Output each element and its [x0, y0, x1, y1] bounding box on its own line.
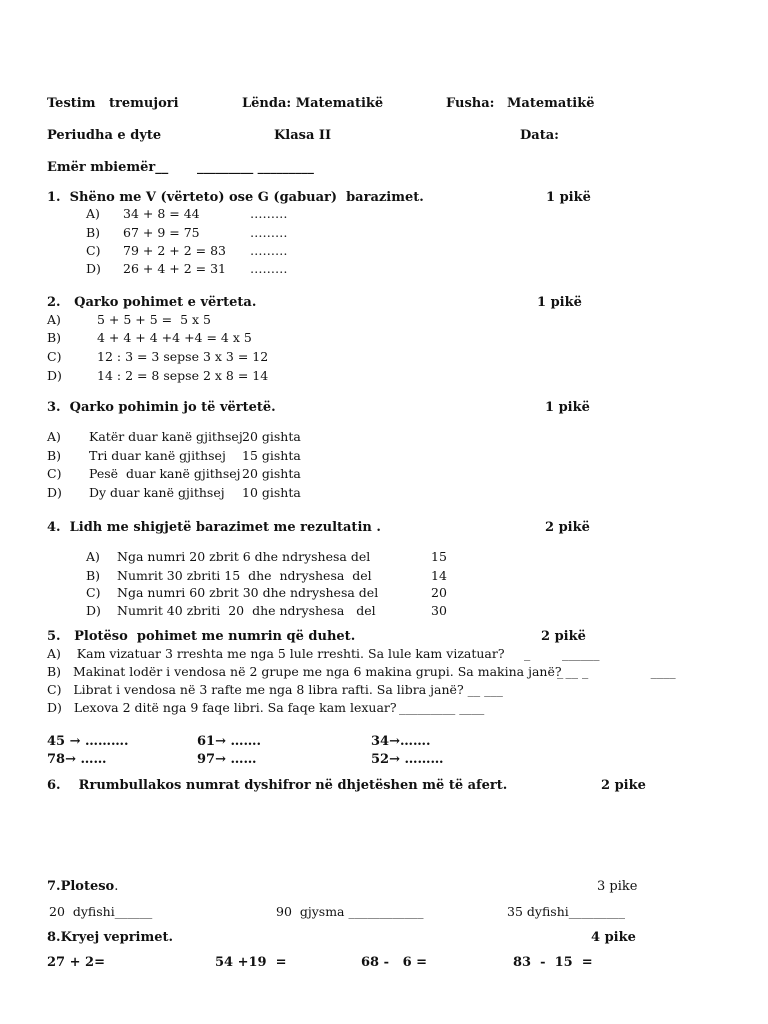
- q3-value: 20 gishta: [242, 466, 301, 481]
- q1-blank: ………: [250, 206, 288, 221]
- q5-item: C) Librat i vendosa në 3 rafte me nga 8 libra rafti. Sa libra janë? __ ___: [47, 682, 503, 697]
- q8-item: 54 +19 =: [215, 955, 287, 970]
- q1-letter: D): [86, 261, 101, 276]
- q5-item: A) Kam vizatuar 3 rreshta me nga 5 lule rreshti. Sa lule kam vizatuar?: [47, 646, 505, 661]
- q7-points: 3 pike: [597, 879, 638, 894]
- q3-value: 20 gishta: [242, 429, 301, 444]
- q3-letter: B): [47, 448, 62, 463]
- q3-item: Tri duar kanë gjithsej: [89, 448, 226, 463]
- name-line: _________ _________: [197, 159, 314, 174]
- q1-item: 79 + 2 + 2 = 83: [123, 243, 226, 258]
- q1-letter: C): [86, 243, 101, 258]
- q4-points: 2 pikë: [545, 520, 590, 535]
- q4-result: 20: [431, 585, 447, 600]
- q5-item: B) Makinat lodër i vendosa në 2 grupe me nga 6 makina grupi. Sa makina janë? __ _: [47, 664, 589, 679]
- name-label: Emër mbiemër__: [47, 160, 169, 175]
- test-title: Testim tremujori: [47, 96, 179, 111]
- q5-blank: _ ____: [557, 664, 676, 679]
- round-number: 61→ …….: [197, 734, 262, 749]
- class-label: Klasa II: [274, 128, 332, 143]
- q3-item: Dy duar kanë gjithsej: [89, 485, 225, 500]
- q6-points: 2 pike: [601, 778, 646, 793]
- q3-item: Pesë duar kanë gjithsej: [89, 466, 241, 481]
- q2-points: 1 pikë: [537, 295, 582, 310]
- q4-letter: C): [86, 585, 101, 600]
- q1-points: 1 pikë: [546, 190, 591, 205]
- q1-blank: ………: [250, 225, 288, 240]
- q2-item: 14 : 2 = 8 sepse 2 x 8 = 14: [97, 368, 269, 383]
- q1-letter: B): [86, 225, 101, 240]
- q5-blank: _ ______: [524, 646, 600, 661]
- q1-blank: ………: [250, 261, 288, 276]
- q2-title: 2. Qarko pohimet e vërteta.: [47, 295, 257, 310]
- q2-item: 12 : 3 = 3 sepse 3 x 3 = 12: [97, 349, 269, 364]
- q7-item: 90 gjysma ____________: [276, 904, 424, 919]
- q4-item: Nga numri 60 zbrit 30 dhe ndryshesa del: [117, 585, 379, 600]
- q2-letter: D): [47, 368, 62, 383]
- q1-letter: A): [86, 206, 100, 221]
- q3-title: 3. Qarko pohimin jo të vërtetë.: [47, 400, 276, 415]
- q4-item: Numrit 30 zbriti 15 dhe ndryshesa del: [117, 568, 372, 583]
- q1-item: 34 + 8 = 44: [123, 206, 200, 221]
- q5-title: 5. Plotëso pohimet me numrin që duhet.: [47, 629, 356, 644]
- q8-item: 83 - 15 =: [513, 955, 593, 970]
- q4-result: 30: [431, 603, 447, 618]
- q3-points: 1 pikë: [545, 400, 590, 415]
- q4-item: Numrit 40 zbriti 20 dhe ndryshesa del: [117, 603, 376, 618]
- q2-letter: B): [47, 330, 62, 345]
- q2-item: 4 + 4 + 4 +4 +4 = 4 x 5: [97, 330, 252, 345]
- q8-points: 4 pike: [591, 930, 636, 945]
- round-number: 34→…….: [371, 734, 431, 749]
- q7-title-dot: .: [114, 879, 119, 894]
- q5-blank: _________ ____: [399, 700, 485, 715]
- round-number: 78→ ……: [47, 752, 107, 767]
- q8-item: 68 - 6 =: [361, 955, 428, 970]
- q5-item: D) Lexova 2 ditë nga 9 faqe libri. Sa faqe kam lexuar?: [47, 700, 397, 715]
- q7-item: 20 dyfishi______: [49, 904, 153, 919]
- q4-result: 14: [431, 568, 447, 583]
- q3-letter: A): [47, 429, 61, 444]
- q4-letter: D): [86, 603, 101, 618]
- q1-item: 67 + 9 = 75: [123, 225, 200, 240]
- q3-letter: C): [47, 466, 62, 481]
- field-label: Fusha:: [446, 96, 495, 111]
- q7-item: 35 dyfishi_________: [507, 904, 625, 919]
- q1-blank: ………: [250, 243, 288, 258]
- date-label: Data:: [520, 128, 559, 143]
- q1-title: 1. Shëno me V (vërteto) ose G (gabuar) barazimet.: [47, 190, 424, 205]
- q7-title-wrap: [47, 880, 118, 893]
- round-number: 52→ ………: [371, 752, 444, 767]
- q1-item: 26 + 4 + 2 = 31: [123, 261, 226, 276]
- q3-letter: D): [47, 485, 62, 500]
- q4-letter: A): [86, 549, 100, 564]
- round-number: 45 → ……….: [47, 734, 129, 749]
- q2-item: 5 + 5 + 5 = 5 x 5: [97, 312, 211, 327]
- q8-item: 27 + 2=: [47, 955, 105, 970]
- q3-item: Katër duar kanë gjithsej: [89, 429, 243, 444]
- q6-title: 6. Rrumbullakos numrat dyshifror në dhjetëshen më të afert.: [47, 778, 508, 793]
- period-label: Periudha e dyte: [47, 128, 162, 143]
- q4-result: 15: [431, 549, 447, 564]
- q4-item: Nga numri 20 zbrit 6 dhe ndryshesa del: [117, 549, 371, 564]
- q2-letter: A): [47, 312, 61, 327]
- q5-points: 2 pikë: [541, 629, 586, 644]
- q2-letter: C): [47, 349, 62, 364]
- q4-title: 4. Lidh me shigjetë barazimet me rezultatin .: [47, 520, 381, 535]
- subject-label: Lënda: Matematikë: [242, 96, 384, 111]
- q4-letter: B): [86, 568, 101, 583]
- field-value: Matematikë: [507, 96, 595, 111]
- q3-value: 10 gishta: [242, 485, 301, 500]
- q8-title: 8.Kryej veprimet.: [47, 930, 174, 945]
- q7-title: 7.Ploteso: [47, 879, 115, 894]
- round-number: 97→ ……: [197, 752, 257, 767]
- q3-value: 15 gishta: [242, 448, 301, 463]
